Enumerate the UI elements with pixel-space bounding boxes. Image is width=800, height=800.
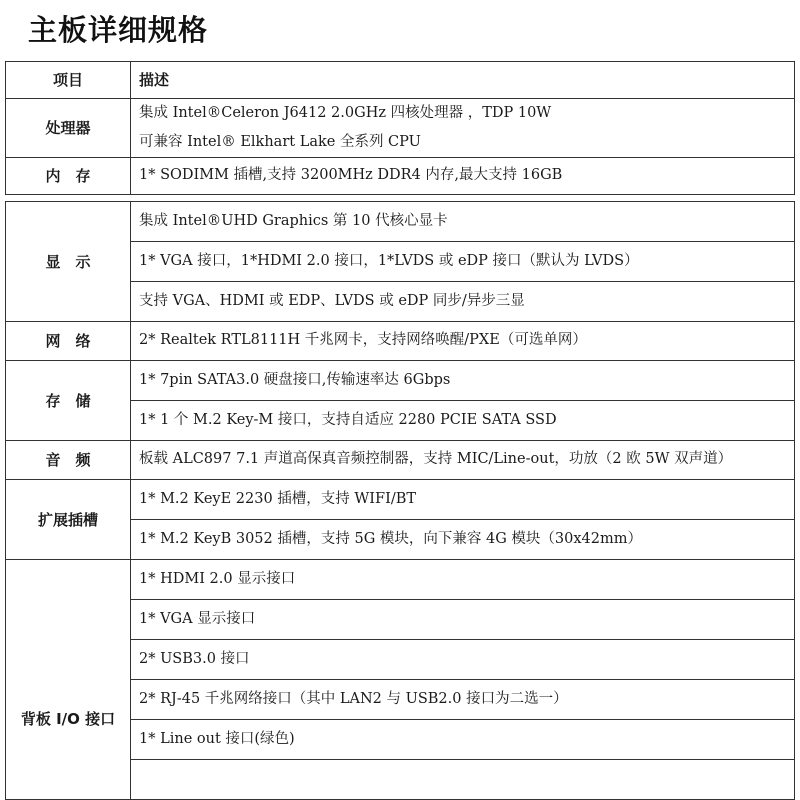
expansion-desc-2: 1* M.2 KeyB 3052 插槽，支持 5G 模块，向下兼容 4G 模块（30x42mm） [131,520,795,560]
memory-desc: 1* SODIMM 插槽,支持 3200MHz DDR4 内存,最大支持 16GB [131,158,795,195]
table-row-audio [6,441,795,480]
memory-label: 内 存 [6,158,131,195]
network-label: 网 络 [6,322,131,361]
processor-line-2: 可兼容 Intel® Elkhart Lake 全系列 CPU [139,134,421,150]
storage-desc-1: 1* 7pin SATA3.0 硬盘接口,传输速率达 6Gbps [131,361,795,401]
audio-desc: 板载 ALC897 7.1 声道高保真音频控制器，支持 MIC/Line-out，功放（2 欧 5W 双声道） [131,441,795,480]
expansion-desc-1: 1* M.2 KeyE 2230 插槽，支持 WIFI/BT [131,480,795,520]
table-row-expansion-1 [6,480,795,520]
table-row-processor [6,99,795,158]
display-desc-2: 1* VGA 接口，1*HDMI 2.0 接口，1*LVDS 或 eDP 接口（默认为 LVDS） [131,242,795,282]
storage-desc-2: 1* 1 个 M.2 Key-M 接口，支持自适应 2280 PCIE SATA SSD [131,401,795,441]
spec-table [5,61,795,800]
table-header-row [6,62,795,99]
display-desc-3: 支持 VGA、HDMI 或 EDP、LVDS 或 eDP 同步/异步三显 [131,282,795,322]
rear-io-desc-6 [131,760,795,800]
rear-io-desc-4: 2* RJ-45 千兆网络接口（其中 LAN2 与 USB2.0 接口为二选一） [131,680,795,720]
section-gap [6,195,795,202]
table-row-display-1 [6,202,795,242]
processor-label: 处理器 [6,99,131,158]
processor-desc [131,99,795,158]
expansion-label: 扩展插槽 [6,480,131,560]
table-row-network [6,322,795,361]
page-title: 主板详细规格 [28,13,209,47]
network-desc: 2* Realtek RTL8111H 千兆网卡，支持网络唤醒/PXE（可选单网） [131,322,795,361]
rear-io-desc-2: 1* VGA 显示接口 [131,600,795,640]
storage-label: 存 储 [6,361,131,441]
rear-io-label: 背板 I/O 接口 [6,560,131,800]
display-desc-1: 集成 Intel®UHD Graphics 第 10 代核心显卡 [131,202,795,242]
rear-io-desc-5: 1* Line out 接口(绿色) [131,720,795,760]
table-row-memory [6,158,795,195]
header-desc: 描述 [131,62,795,99]
rear-io-desc-1: 1* HDMI 2.0 显示接口 [131,560,795,600]
table-row-rear-io-1 [6,560,795,600]
display-label: 显 示 [6,202,131,322]
header-item: 项目 [6,62,131,99]
audio-label: 音 频 [6,441,131,480]
processor-line-1: 集成 Intel®Celeron J6412 2.0GHz 四核处理器 ，TDP 10W [139,105,552,121]
rear-io-desc-3: 2* USB3.0 接口 [131,640,795,680]
table-row-storage-1 [6,361,795,401]
